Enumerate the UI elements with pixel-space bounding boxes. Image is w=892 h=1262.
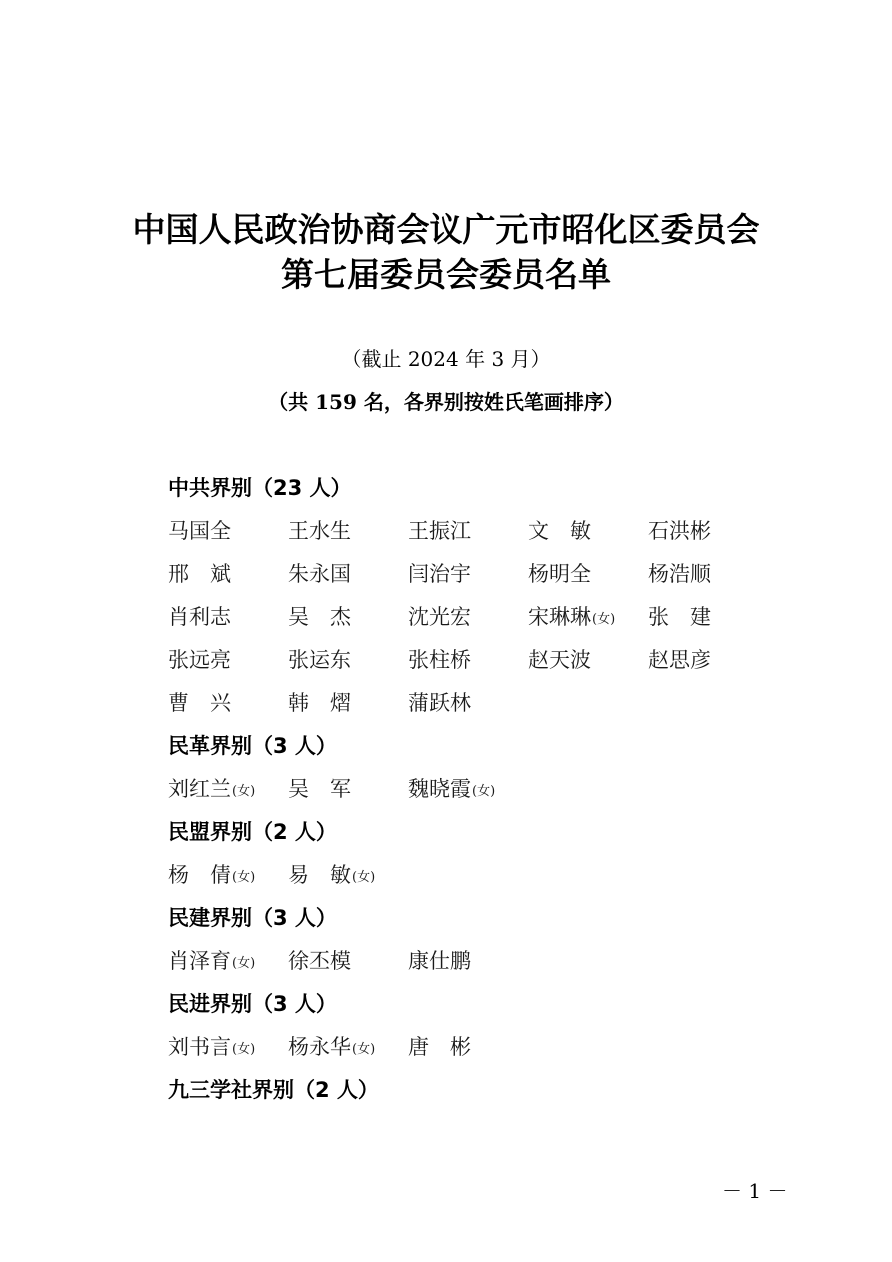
member-row: [168, 640, 788, 683]
member-row: [168, 941, 788, 984]
member-name: 赵天波: [528, 648, 591, 672]
member-name: 邢 斌: [168, 562, 231, 586]
group-heading-rcck: 民革界别（3 人）: [168, 734, 337, 758]
member-name: 蒲跃林: [408, 691, 471, 715]
member-name: 杨 倩: [168, 863, 231, 887]
member-name-entry: [288, 855, 375, 898]
member-name: 易 敏: [288, 863, 351, 887]
group-heading-capd: 民进界别（3 人）: [168, 992, 337, 1016]
member-name: 吴 军: [288, 777, 351, 801]
member-name: 王振江: [408, 519, 471, 543]
female-mark: (女): [352, 870, 376, 885]
member-name: 张运东: [288, 648, 351, 672]
member-name: 杨明全: [528, 562, 591, 586]
member-name: 文 敏: [528, 519, 591, 543]
group-heading-cndca: 民建界别（3 人）: [168, 906, 337, 930]
member-name: 刘红兰: [168, 777, 231, 801]
member-name: 张 建: [648, 605, 711, 629]
member-name: 杨永华: [288, 1035, 351, 1059]
member-name: 闫治宇: [408, 562, 471, 586]
member-row: [168, 554, 788, 597]
member-name: 曹 兴: [168, 691, 231, 715]
group-heading-jiusan: 九三学社界别（2 人）: [168, 1078, 379, 1102]
member-list: [168, 468, 788, 1113]
member-name-entry: [408, 769, 495, 812]
member-name-entry: [168, 769, 255, 812]
female-mark: (女): [592, 612, 616, 627]
female-mark: (女): [232, 956, 256, 971]
member-name-entry: [168, 1027, 255, 1070]
member-name: 张柱桥: [408, 648, 471, 672]
member-name: 唐 彬: [408, 1035, 471, 1059]
member-row: [168, 597, 788, 640]
member-name: 宋琳琳: [528, 605, 591, 629]
member-name: 吴 杰: [288, 605, 351, 629]
member-name: 杨浩顺: [648, 562, 711, 586]
page-number: － 1 －: [722, 1179, 788, 1203]
member-name: 石洪彬: [648, 519, 711, 543]
document-title-line-2: 第七届委员会委员名单: [281, 255, 611, 294]
female-mark: (女): [232, 870, 256, 885]
female-mark: (女): [232, 1042, 256, 1057]
member-row: [168, 769, 788, 812]
date-note: （截止 2024 年 3 月）: [341, 347, 551, 371]
member-name: 肖利志: [168, 605, 231, 629]
count-note: （共 159 名，各界别按姓氏笔画排序）: [268, 390, 624, 414]
document-title-line-1: 中国人民政治协商会议广元市昭化区委员会: [132, 210, 760, 249]
member-name-entry: [168, 855, 255, 898]
member-name: 朱永国: [288, 562, 351, 586]
member-name: 马国全: [168, 519, 231, 543]
member-name: 沈光宏: [408, 605, 471, 629]
group-heading-cpc: 中共界别（23 人）: [168, 476, 352, 500]
member-name: 徐丕模: [288, 949, 351, 973]
member-name: 康仕鹏: [408, 949, 471, 973]
member-row: [168, 855, 788, 898]
member-name: 刘书言: [168, 1035, 231, 1059]
member-row: [168, 1027, 788, 1070]
group-heading-cdl: 民盟界别（2 人）: [168, 820, 337, 844]
member-name-entry: [168, 941, 255, 984]
member-row: [168, 683, 788, 726]
member-row: [168, 511, 788, 554]
female-mark: (女): [472, 784, 496, 799]
female-mark: (女): [352, 1042, 376, 1057]
member-name: 张远亮: [168, 648, 231, 672]
member-name: 王水生: [288, 519, 351, 543]
member-name-entry: [288, 1027, 375, 1070]
member-name: 韩 熠: [288, 691, 351, 715]
member-name: 肖泽育: [168, 949, 231, 973]
member-name: 魏晓霞: [408, 777, 471, 801]
female-mark: (女): [232, 784, 256, 799]
member-name-entry: [528, 597, 615, 640]
member-name: 赵思彦: [648, 648, 711, 672]
